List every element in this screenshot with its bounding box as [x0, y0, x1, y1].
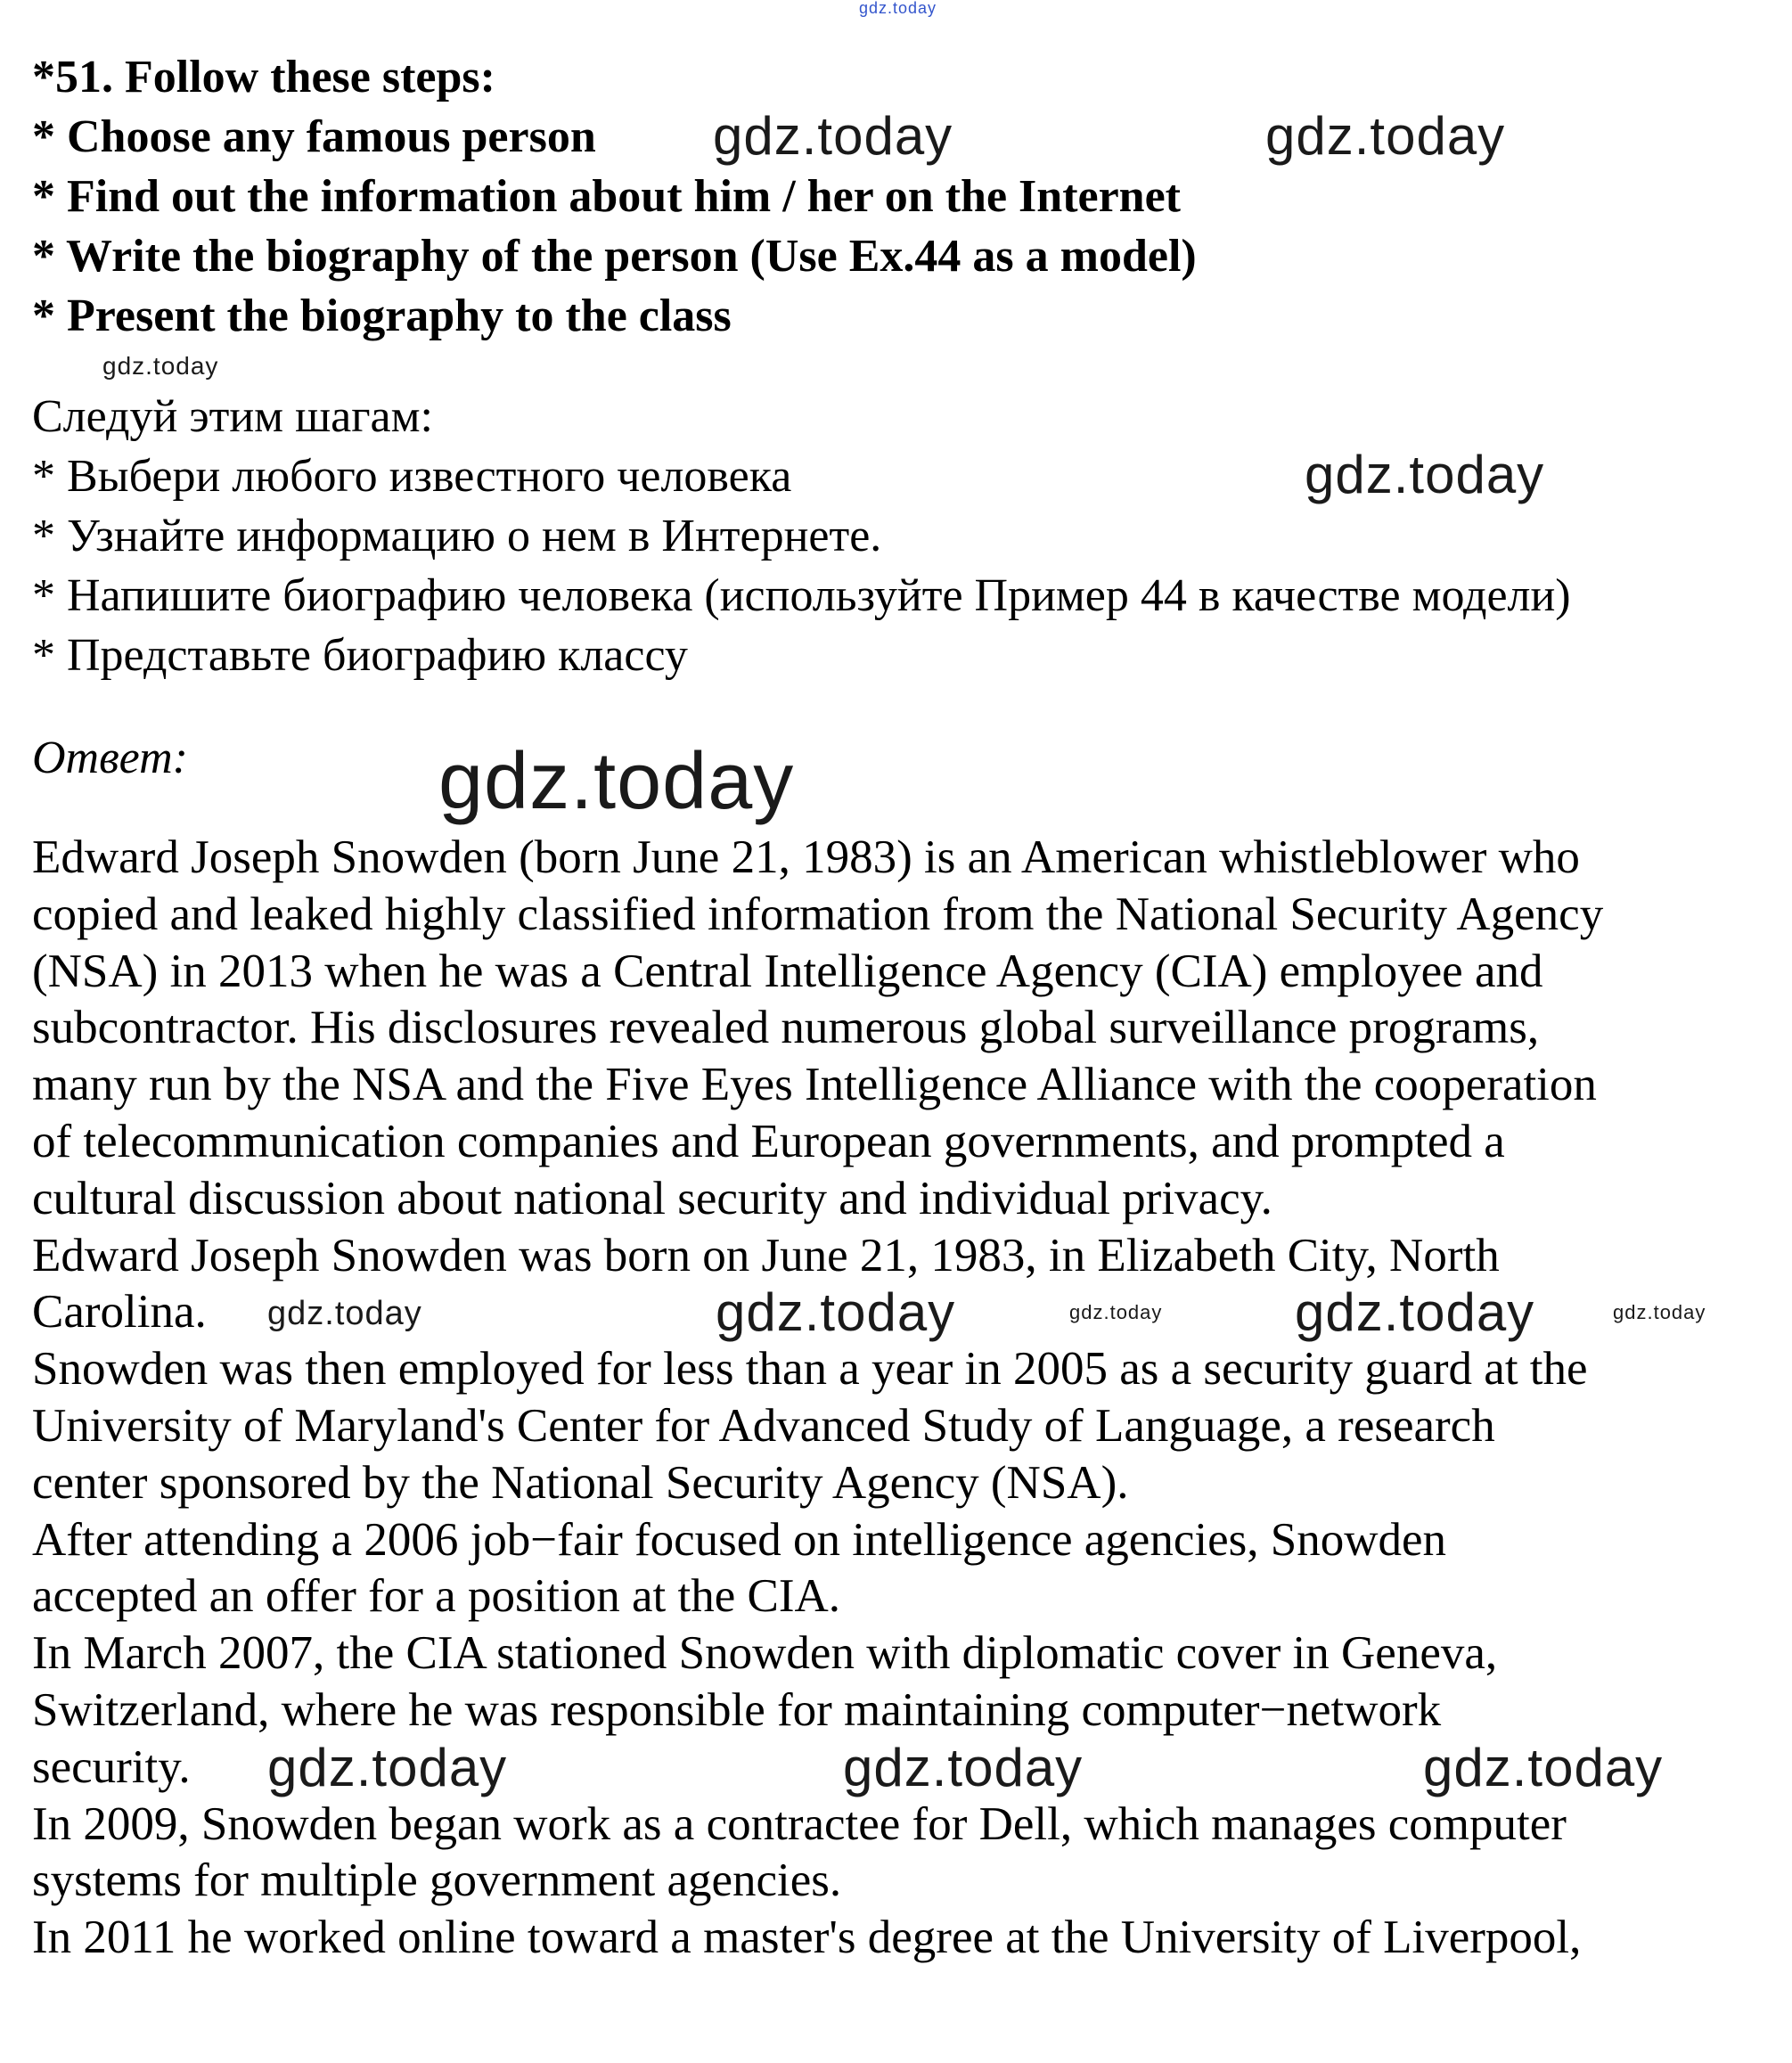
- answer-line: cultural discussion about national security and individual privacy.: [32, 1172, 1272, 1224]
- answer-line: In March 2007, the CIA stationed Snowden with diplomatic cover in Geneva,: [32, 1627, 1498, 1680]
- answer-line: security.: [32, 1740, 191, 1793]
- answer-line: In 2011 he worked online toward a master's degree at the University of Liverpool,: [32, 1912, 1582, 1964]
- watermark: gdz.today: [843, 1738, 1084, 1797]
- answer-line: In 2009, Snowden began work as a contractee for Dell, which manages computer: [32, 1797, 1567, 1850]
- answer-line: center sponsored by the National Security Agency (NSA).: [32, 1456, 1129, 1509]
- task-heading: [32, 47, 1197, 346]
- task-step: * Write the biography of the person (Use Ex.44 as a model): [32, 231, 1197, 282]
- answer-label: Ответ:: [32, 733, 188, 783]
- translation-step: * Выбери любого известного человека: [32, 451, 792, 502]
- answer-line: Edward Joseph Snowden was born on June 21, 1983, in Elizabeth City, North: [32, 1229, 1500, 1281]
- task-step: * Present the biography to the class: [32, 291, 732, 341]
- watermark: gdz.today: [267, 1738, 508, 1797]
- watermark: gdz.today: [1305, 445, 1545, 504]
- answer-line: Snowden was then employed for less than a year in 2005 as a security guard at the: [32, 1343, 1588, 1396]
- watermark: gdz.today: [1423, 1738, 1664, 1797]
- answer-line: many run by the NSA and the Five Eyes Intelligence Alliance with the cooperation: [32, 1059, 1597, 1111]
- translation-title: Следуй этим шагам:: [32, 391, 433, 442]
- watermark: gdz.today: [438, 737, 795, 826]
- translation-step: * Представьте биографию классу: [32, 630, 688, 681]
- watermark: gdz.today: [102, 352, 219, 380]
- answer-line: accepted an offer for a position at the CIA.: [32, 1570, 841, 1623]
- answer-line: (NSA) in 2013 when he was a Central Intelligence Agency (CIA) employee and: [32, 945, 1543, 997]
- answer-line: Edward Joseph Snowden (born June 21, 1983) is an American whistleblower who: [32, 831, 1580, 883]
- task-step: * Choose any famous person: [32, 111, 596, 162]
- translation-step: * Напишите биографию человека (используйте Пример 44 в качестве модели): [32, 570, 1571, 621]
- watermark: gdz.today: [1613, 1301, 1706, 1323]
- task-step: * Find out the information about him / her on the Internet: [32, 171, 1181, 222]
- answer-line: systems for multiple government agencies.: [32, 1854, 842, 1907]
- answer-line: of telecommunication companies and European governments, and prompted a: [32, 1115, 1505, 1167]
- watermark: gdz.today: [716, 1282, 956, 1342]
- translation-block: [32, 387, 1571, 685]
- answer-line: After attending a 2006 job−fair focused on intelligence agencies, Snowden: [32, 1513, 1446, 1566]
- answer-line: copied and leaked highly classified information from the National Security Agency: [32, 888, 1604, 940]
- watermark: gdz.today: [1295, 1282, 1535, 1342]
- translation-step: * Узнайте информацию о нем в Интернете.: [32, 511, 882, 561]
- answer-line: University of Maryland's Center for Advanced Study of Language, a research: [32, 1399, 1495, 1452]
- watermark: gdz.today: [1265, 106, 1506, 166]
- answer-line: subcontractor. His disclosures revealed numerous global surveillance programs,: [32, 1002, 1540, 1054]
- watermark: gdz.today: [1069, 1301, 1163, 1323]
- answer-line: Switzerland, where he was responsible for maintaining computer−network: [32, 1683, 1442, 1736]
- watermark: gdz.today: [859, 0, 937, 17]
- watermark: gdz.today: [713, 106, 953, 166]
- task-title: *51. Follow these steps:: [32, 52, 495, 102]
- watermark: gdz.today: [267, 1295, 422, 1332]
- answer-line: Carolina.: [32, 1286, 207, 1338]
